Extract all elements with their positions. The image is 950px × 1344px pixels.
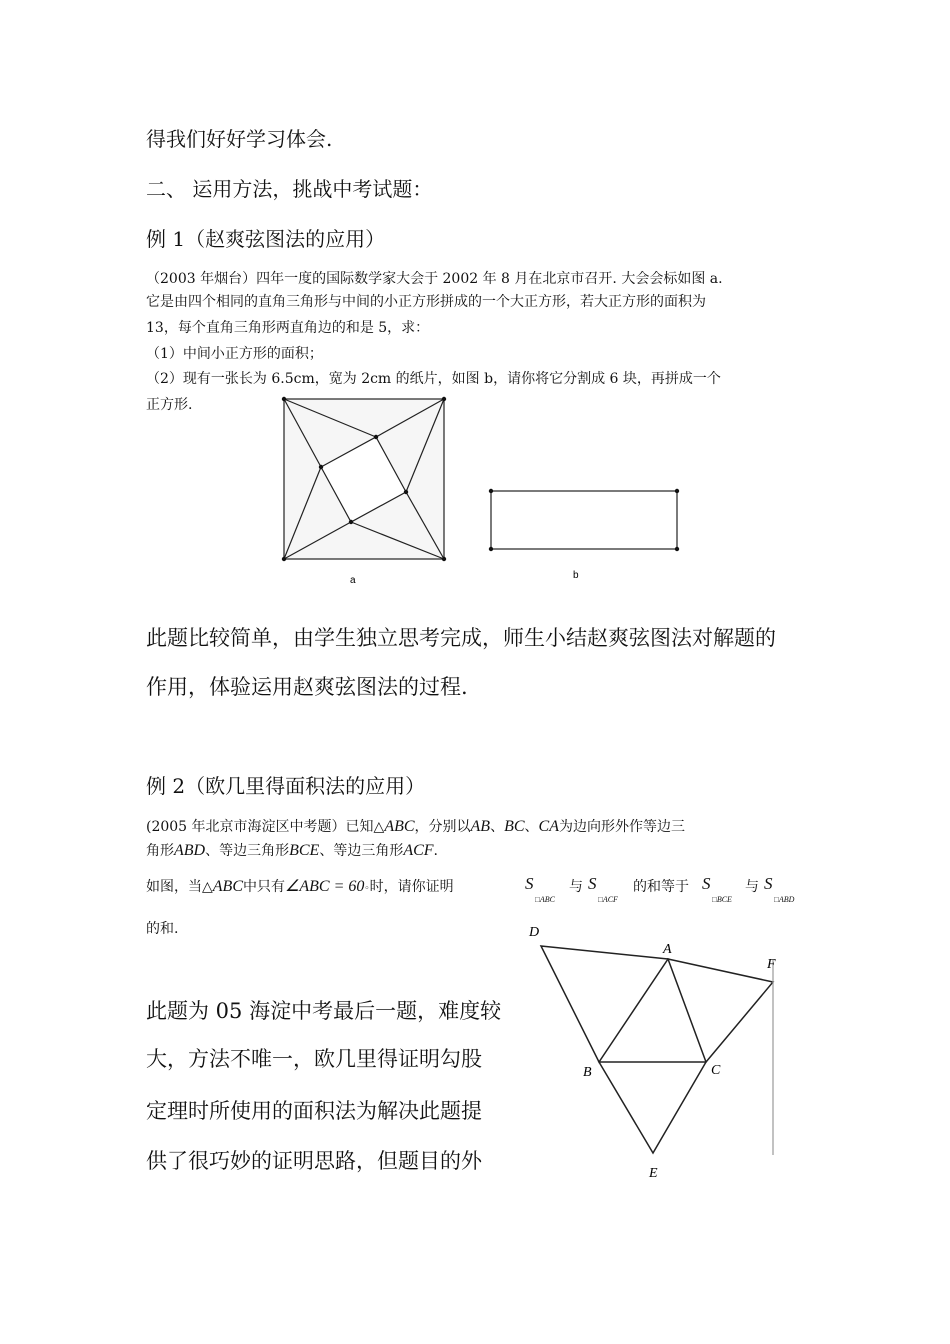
- math-bce: BCE: [289, 842, 320, 859]
- text: 中只有: [243, 879, 285, 895]
- figure-equilateral-triangles: [541, 946, 773, 1155]
- point-label-C: C: [711, 1063, 721, 1078]
- math-bc: BC: [504, 818, 525, 835]
- figure-a-zhao-shuang-diagram: [282, 397, 446, 561]
- math-s: S: [764, 874, 773, 893]
- figure-a-label: a: [350, 575, 356, 586]
- math-s: S: [588, 874, 597, 893]
- example1-heading: 例 1（赵爽弦图法的应用）: [146, 227, 386, 251]
- area-s-abc-sub: □ABC: [535, 895, 555, 904]
- point-label-A: A: [663, 942, 672, 957]
- area-s-abc: [525, 874, 534, 894]
- point-label-B: B: [583, 1065, 592, 1080]
- math-abc: ABC: [384, 818, 415, 835]
- math-acf: ACF: [403, 842, 434, 859]
- example2-comment-line: 定理时所使用的面积法为解决此题提: [146, 1099, 482, 1123]
- section-heading: 二、 运用方法，挑战中考试题：: [146, 177, 433, 201]
- math-angle: ∠ABC = 60: [285, 878, 365, 895]
- example2-problem-line4: 的和.: [146, 921, 179, 937]
- example2-problem-line2: [146, 840, 438, 860]
- problem-line: 13，每个直角三角形两直角边的和是 5，求：: [146, 320, 430, 336]
- text-yu-2: 与: [745, 879, 759, 895]
- math-ca: CA: [538, 818, 559, 835]
- example2-heading: 例 2（欧几里得面积法的应用）: [146, 774, 426, 798]
- text: 、: [490, 819, 505, 835]
- degree-symbol: ◦: [364, 884, 370, 894]
- text: (2005 年北京市海淀区中考题）已知△: [146, 819, 385, 835]
- point-label-D: D: [529, 925, 540, 940]
- text: .: [433, 843, 438, 859]
- text: 时，请你证明: [369, 879, 454, 895]
- figure-b-label: b: [573, 570, 579, 581]
- point-label-F: F: [767, 957, 776, 972]
- point-label-E: E: [649, 1166, 658, 1181]
- math-abc: ABC: [212, 878, 243, 895]
- example2-problem-line1: [146, 816, 685, 836]
- text: ，分别以: [414, 819, 471, 835]
- text-sum-equals: 的和等于: [633, 879, 689, 895]
- math-abd: ABD: [174, 842, 206, 859]
- area-s-bce: [702, 874, 711, 894]
- text: 为边向形外作等边三: [558, 819, 685, 835]
- area-s-abd: [764, 874, 773, 894]
- area-s-acf-sub: □ACF: [598, 895, 618, 904]
- example1-comment-line: 此题比较简单，由学生独立思考完成，师生小结赵爽弦图法对解题的: [146, 626, 776, 650]
- figure-b-rectangle: [489, 489, 679, 551]
- area-s-abd-sub: □ABD: [774, 895, 795, 904]
- problem-line: 它是由四个相同的直角三角形与中间的小正方形拼成的一个大正方形，若大正方形的面积为: [146, 294, 706, 310]
- text: 角形: [146, 843, 174, 859]
- problem-line: （1）中间小正方形的面积；: [146, 346, 323, 362]
- problem-line: （2003 年烟台）四年一度的国际数学家大会于 2002 年 8 月在北京市召开. 大会会标如图 a.: [146, 271, 723, 287]
- problem-line: （2）现有一张长为 6.5cm，宽为 2cm 的纸片，如图 b，请你将它分割成 6 块，再拼成一个: [146, 371, 721, 387]
- area-s-acf: [588, 874, 597, 894]
- text: 、等边三角形: [319, 843, 404, 859]
- math-s: S: [525, 874, 534, 893]
- example2-comment-line: 供了很巧妙的证明思路，但题目的外: [146, 1149, 482, 1173]
- text-yu-1: 与: [569, 879, 583, 895]
- problem-line: 正方形.: [146, 397, 193, 413]
- math-ab: AB: [470, 818, 491, 835]
- math-s: S: [702, 874, 711, 893]
- area-s-bce-sub: □BCE: [712, 895, 732, 904]
- example2-comment-line: 大，方法不唯一，欧几里得证明勾股: [146, 1047, 482, 1071]
- text: 、等边三角形: [205, 843, 290, 859]
- example2-problem-line3: [146, 876, 454, 896]
- example2-comment-line: 此题为 05 海淀中考最后一题，难度较: [146, 999, 502, 1023]
- example1-comment-line: 作用，体验运用赵爽弦图法的过程.: [146, 675, 468, 699]
- text: 、: [524, 819, 539, 835]
- intro-line: 得我们好好学习体会.: [146, 127, 333, 151]
- text: 如图，当△: [146, 879, 213, 895]
